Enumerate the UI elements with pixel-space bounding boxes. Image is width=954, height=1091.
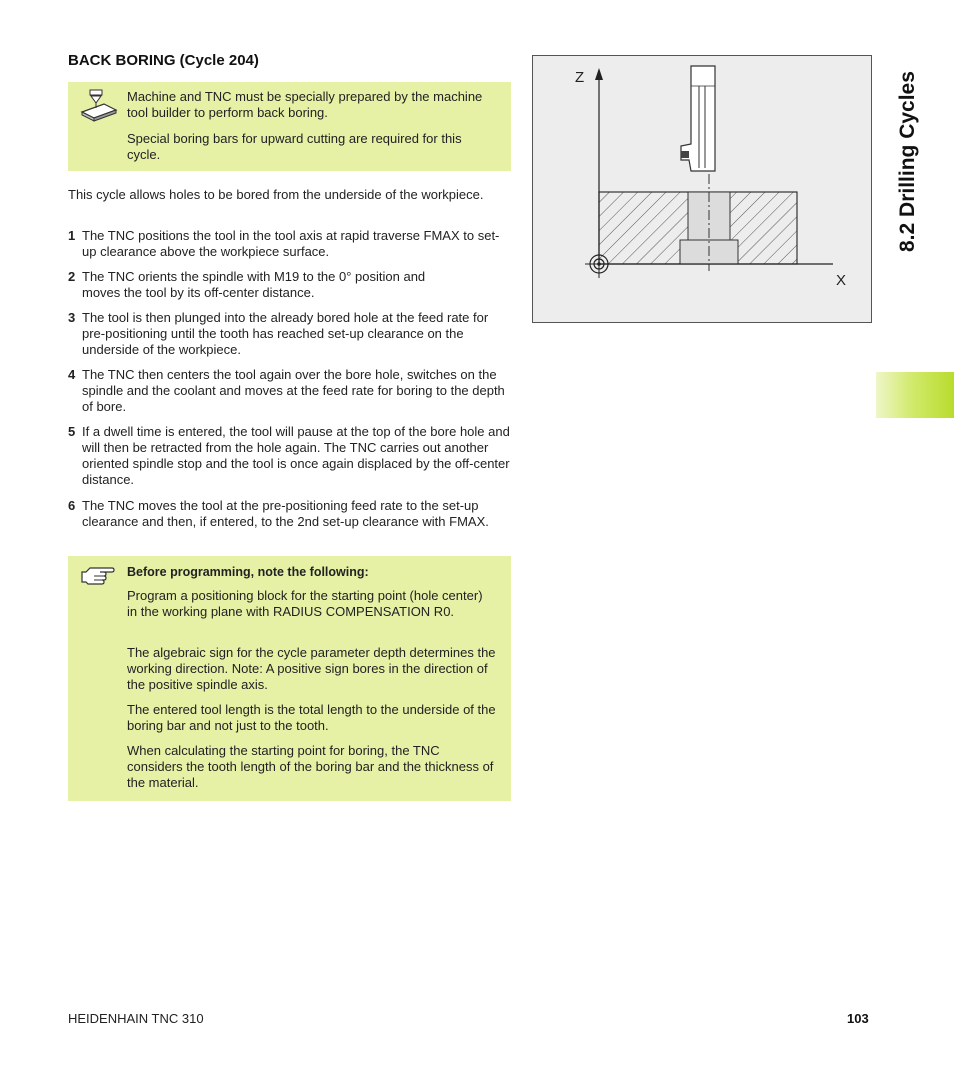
chapter-tab-marker	[876, 372, 954, 418]
chapter-side-title: 8.2 Drilling Cycles	[896, 71, 919, 252]
section-title: BACK BORING (Cycle 204)	[68, 52, 259, 69]
page-number: 103	[847, 1011, 869, 1026]
footer-product: HEIDENHAIN TNC 310	[68, 1011, 204, 1026]
step-number: 2	[68, 269, 76, 284]
programming-note-paragraph: The algebraic sign for the cycle parameter depth determines the working direction. Note: A positive sign bores in the direction of the positive spindle axis.	[127, 645, 496, 692]
step-text: The TNC moves the tool at the pre-positioning feed rate to the set-up clearance and then, if entered, to the 2nd set-up clearance with FMAX.	[82, 498, 489, 529]
z-axis-label: Z	[575, 69, 585, 86]
machine-icon	[80, 88, 118, 127]
step-text: The TNC then centers the tool again over the bore hole, switches on the spindle and the coolant and moves at the feed rate for boring to the depth of bore.	[82, 367, 505, 414]
step-number: 5	[68, 424, 76, 439]
step-number: 3	[68, 310, 76, 325]
pointing-hand-icon	[80, 564, 116, 591]
programming-note-heading: Before programming, note the following:	[127, 565, 369, 579]
step-number: 1	[68, 228, 76, 243]
x-axis-label: X	[836, 272, 847, 289]
step-text: The tool is then plunged into the already bored hole at the feed rate for pre-positioning until the tooth has reached set-up clearance on the underside of the workpiece.	[82, 310, 489, 357]
programming-note-box	[68, 556, 511, 801]
back-boring-figure	[532, 55, 872, 323]
programming-note-paragraph: The entered tool length is the total length to the underside of the boring bar and not just to the tooth.	[127, 702, 496, 733]
programming-note-paragraph: When calculating the starting point for boring, the TNC considers the tooth length of the boring bar and the thickness of the material.	[127, 743, 494, 790]
step-text: The TNC positions the tool in the tool axis at rapid traverse FMAX to set-up clearance above the workpiece surface.	[82, 228, 500, 259]
machine-note-paragraph: Special boring bars for upward cutting are required for this cycle.	[127, 131, 462, 162]
step-text: If a dwell time is entered, the tool will pause at the top of the bore hole and will then be retracted from the hole again. The TNC carries out another oriented spindle stop and the tool is once again displaced by the off-center distance.	[82, 424, 510, 487]
machine-note-box	[68, 82, 511, 171]
step-number: 4	[68, 367, 76, 382]
intro-text: This cycle allows holes to be bored from the underside of the workpiece.	[68, 187, 484, 202]
step-text: The TNC orients the spindle with M19 to the 0° position and moves the tool by its off-center distance.	[82, 269, 426, 300]
step-number: 6	[68, 498, 76, 513]
machine-note-paragraph: Machine and TNC must be specially prepared by the machine tool builder to perform back boring.	[127, 89, 483, 120]
programming-note-paragraph: Program a positioning block for the starting point (hole center) in the working plane with RADIUS COMPENSATION R0.	[127, 588, 483, 619]
